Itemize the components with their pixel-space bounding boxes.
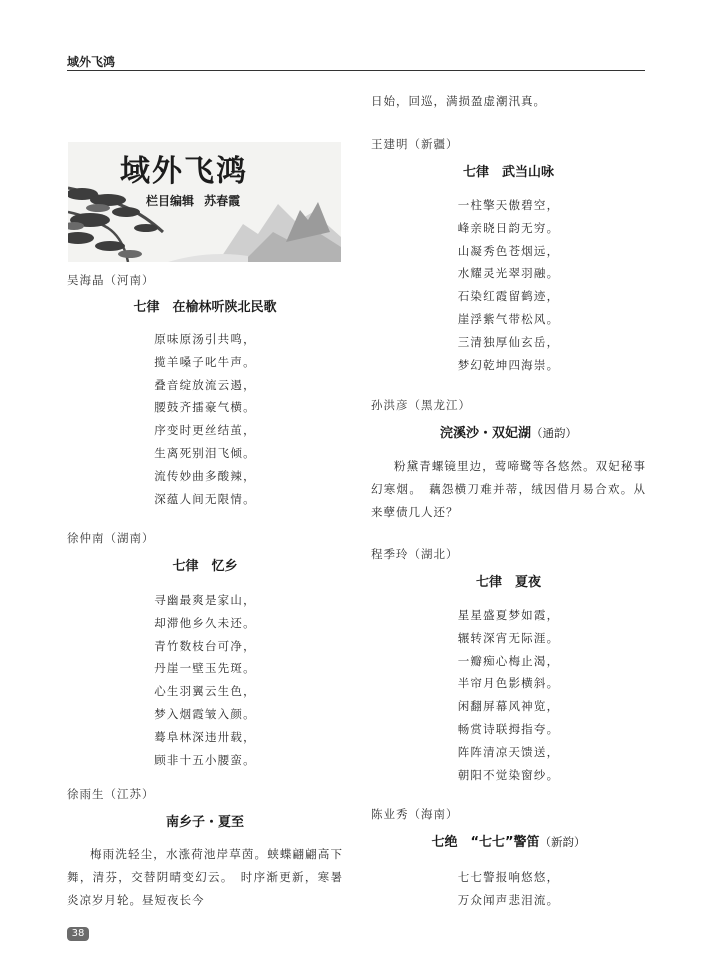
- column-banner: [68, 142, 341, 262]
- poem-title: 七律 夏夜: [475, 575, 541, 590]
- section-header-title: 域外飞鸿: [67, 55, 116, 69]
- poem-verse: 七七警报响悠悠， 万众闻声悲泪流。: [457, 870, 560, 907]
- header-rule: [67, 70, 645, 71]
- poem-author: 徐仲南（湖南）: [67, 531, 155, 545]
- poem-prose: 粉黛青螺镜里边，莺啼鹭等各悠然。双妃秘事幻寒烟。 藕怨横刀难并蒂，绒因借月易合欢。从来孽债几人还？: [371, 459, 646, 519]
- continued-text: 日始，回巡，满损盈虚潮汛真。: [371, 94, 546, 108]
- poem-author: 孙洪彦（黑龙江）: [371, 398, 471, 412]
- poem-author: 徐雨生（江苏）: [67, 787, 155, 801]
- poem-author: 王建明（新疆）: [371, 137, 459, 151]
- poem-prose: 梅雨洗轻尘，水涨荷池岸草茵。蛱蝶翩翩高下舞，清芬，交替阴晴变幻云。 时序渐更新，寒暑炎凉岁月轮。昼短夜长今: [67, 847, 343, 907]
- banner-title: 域外飞鸿: [120, 154, 248, 189]
- poem-verse: 星星盛夏梦如霞， 辗转深宵无际涯。 一瓣痴心梅止渴， 半帘月色影横斜。 闲翻屏幕风神览， 畅赏诗联拇指夸。 阵阵清凉天馈送， 朝阳不觉染窗纱。: [457, 608, 560, 782]
- poem-title: 浣溪沙・双妃湖（通韵）: [439, 426, 577, 441]
- banner-editor-credit: 栏目编辑 苏春霞: [146, 194, 241, 208]
- poem-verse: 原味原汤引共鸣， 揽羊嗓子叱牛声。 叠音绽放流云遏， 腰鼓齐擂豪气横。 序变时更丝结茧， 生离死别泪飞倾。 流传妙曲多酸辣， 深蕴人间无限情。: [154, 332, 256, 506]
- poem-author: 陈业秀（海南）: [371, 807, 459, 821]
- poem-verse: 一柱擎天傲碧空， 峰亲晓日韵无穷。 山凝秀色苍烟远， 水耀灵光翠羽融。 石染红霞留鹤迹， 崖浮紫气带松风。 三清独厚仙玄岳， 梦幻乾坤四海崇。: [457, 198, 560, 372]
- poem-author: 程季玲（湖北）: [371, 547, 459, 561]
- poem-author: 吴海晶（河南）: [67, 273, 155, 287]
- poem-title: 七绝 “七七”警笛（新韵）: [431, 835, 586, 850]
- poem-verse: 寻幽最爽是家山， 却滞他乡久未还。 青竹数枝台可净， 丹崖一壁玉先斑。 心生羽翼云生色， 梦入烟霞皱入颜。 蓦阜林深违卅载， 顾非十五小腰蛮。: [154, 593, 256, 767]
- poem-title: 七律 忆乡: [172, 559, 238, 574]
- poem-title: 南乡子・夏至: [165, 815, 244, 830]
- page-number-badge: 38: [67, 927, 89, 941]
- poem-title: 七律 在榆林听陕北民歌: [133, 300, 277, 315]
- poem-title: 七律 武当山咏: [462, 165, 554, 180]
